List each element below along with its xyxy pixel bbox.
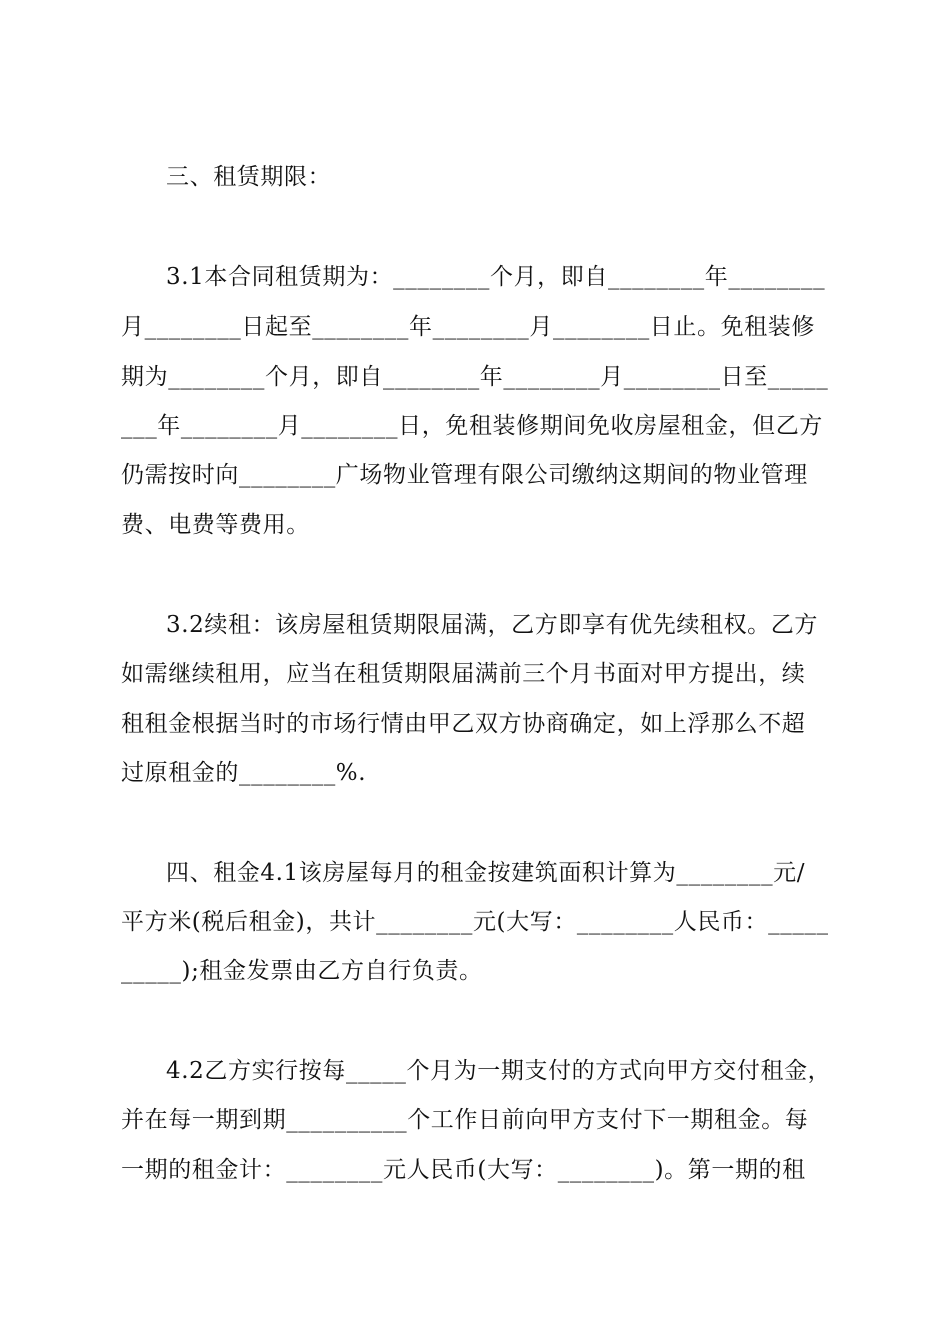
paragraph-line: 过原租金的________%. [121, 760, 367, 786]
paragraph-line: 期为________个月，即自________年________月________日至_____ [121, 364, 829, 390]
section-3-heading: 三、租赁期限： [166, 164, 332, 190]
paragraph-line: 一期的租金计：________元人民币(大写：________)。第一期的租 [121, 1157, 806, 1183]
paragraph-line: 并在每一期到期__________个工作日前向甲方支付下一期租金。每 [121, 1107, 809, 1133]
paragraph-line: 平方米(税后租金)，共计________元(大写：________人民币：_____ [121, 909, 829, 935]
paragraph-line: 月________日起至________年________月________日止。免租装修 [121, 314, 815, 340]
paragraph-line: _____);租金发票由乙方自行负责。 [121, 958, 483, 984]
paragraph-line: 4.2乙方实行按每_____个月为一期支付的方式向甲方交付租金， [166, 1058, 832, 1084]
paragraph-line: 3.2续租：该房屋租赁期限届满，乙方即享有优先续租权。乙方 [166, 612, 818, 638]
paragraph-line: 3.1本合同租赁期为：________个月，即自________年________ [166, 264, 826, 290]
paragraph-line: 费、电费等费用。 [121, 512, 310, 538]
paragraph-line: 四、租金4.1该房屋每月的租金按建筑面积计算为________元/ [166, 860, 806, 886]
paragraph-line: 仍需按时向________广场物业管理有限公司缴纳这期间的物业管理 [121, 462, 808, 488]
paragraph-line: 租租金根据当时的市场行情由甲乙双方协商确定，如上浮那么不超 [121, 711, 806, 737]
paragraph-line: ___年________月________日，免租装修期间免收房屋租金，但乙方 [121, 413, 823, 439]
paragraph-line: 如需继续租用，应当在租赁期限届满前三个月书面对甲方提出，续 [121, 661, 806, 687]
